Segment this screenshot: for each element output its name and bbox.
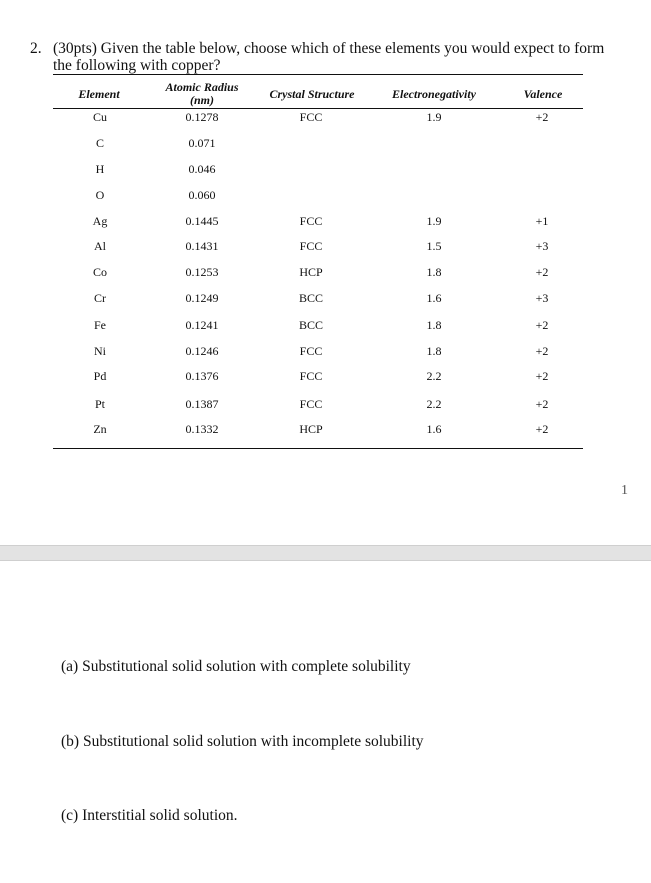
table-header-rule	[53, 108, 583, 109]
cell-valence: +1	[535, 214, 549, 228]
cell-electronegativity: 1.9	[426, 214, 442, 228]
cell-atomic-radius: 0.1445	[185, 214, 219, 228]
cell-element: Zn	[93, 422, 107, 436]
option-a: (a) Substitutional solid solution with complete solubility	[61, 658, 411, 675]
cell-electronegativity: 1.8	[426, 265, 442, 279]
cell-crystal-structure: BCC	[298, 291, 323, 305]
question-number: 2.	[30, 40, 42, 57]
cell-element: Co	[92, 265, 107, 279]
cell-element: H	[95, 162, 105, 176]
cell-element: Cr	[94, 291, 106, 305]
cell-electronegativity: 2.2	[426, 397, 442, 411]
cell-valence: +2	[535, 397, 549, 411]
cell-electronegativity: 1.9	[426, 110, 442, 124]
cell-crystal-structure: FCC	[299, 369, 323, 383]
cell-crystal-structure: HCP	[299, 422, 323, 436]
cell-crystal-structure: FCC	[299, 397, 323, 411]
cell-valence: +3	[535, 239, 549, 253]
header-crystal-structure: Crystal Structure	[269, 87, 355, 101]
page-number: 1	[621, 483, 628, 498]
question-text: (30pts) Given the table below, choose which of these elements you would expect to form	[53, 40, 605, 57]
cell-element: Cu	[92, 110, 107, 124]
cell-electronegativity: 1.8	[426, 344, 442, 358]
cell-element: Pt	[94, 397, 105, 411]
cell-element: Al	[94, 239, 106, 253]
cell-crystal-structure: HCP	[299, 265, 323, 279]
cell-valence: +2	[535, 110, 549, 124]
table-top-rule	[53, 74, 583, 75]
header-element: Element	[78, 87, 120, 101]
cell-atomic-radius: 0.1431	[185, 239, 219, 253]
cell-element: C	[95, 136, 104, 150]
cell-element: Fe	[94, 318, 106, 332]
option-c: (c) Interstitial solid solution.	[61, 807, 238, 824]
cell-valence: +2	[535, 369, 549, 383]
cell-atomic-radius: 0.1376	[185, 369, 219, 383]
cell-element: Pd	[93, 369, 107, 383]
cell-atomic-radius: 0.1241	[185, 318, 219, 332]
cell-atomic-radius: 0.1246	[185, 344, 219, 358]
cell-element: Ag	[92, 214, 108, 228]
cell-valence: +3	[535, 291, 549, 305]
question-text-continued: the following with copper?	[53, 57, 221, 74]
cell-electronegativity: 1.6	[426, 291, 442, 305]
cell-valence: +2	[535, 265, 549, 279]
cell-electronegativity: 1.6	[426, 422, 442, 436]
cell-crystal-structure: FCC	[299, 344, 323, 358]
option-b: (b) Substitutional solid solution with incomplete solubility	[61, 733, 424, 750]
cell-crystal-structure: FCC	[299, 214, 323, 228]
page-break-separator	[0, 545, 651, 561]
cell-atomic-radius: 0.1332	[185, 422, 219, 436]
cell-atomic-radius: 0.1249	[185, 291, 219, 305]
cell-element: Ni	[94, 344, 106, 358]
cell-electronegativity: 1.8	[426, 318, 442, 332]
cell-atomic-radius: 0.071	[188, 136, 216, 150]
cell-valence: +2	[535, 422, 549, 436]
header-electronegativity: Electronegativity	[392, 87, 476, 101]
header-atomic-radius	[152, 81, 252, 107]
cell-electronegativity: 2.2	[426, 369, 442, 383]
header-valence: Valence	[523, 87, 563, 101]
cell-valence: +2	[535, 318, 549, 332]
cell-crystal-structure: FCC	[299, 110, 323, 124]
cell-atomic-radius: 0.1387	[185, 397, 219, 411]
cell-atomic-radius: 0.1253	[185, 265, 219, 279]
cell-atomic-radius: 0.060	[188, 188, 216, 202]
cell-electronegativity: 1.5	[426, 239, 442, 253]
cell-element: O	[95, 188, 105, 202]
cell-valence: +2	[535, 344, 549, 358]
table-bottom-rule	[53, 448, 583, 449]
cell-crystal-structure: FCC	[299, 239, 323, 253]
header-atomic-radius-unit: (nm)	[190, 93, 214, 107]
cell-crystal-structure: BCC	[298, 318, 323, 332]
header-atomic-radius-label: Atomic Radius	[165, 80, 239, 94]
cell-atomic-radius: 0.046	[188, 162, 216, 176]
cell-atomic-radius: 0.1278	[185, 110, 219, 124]
